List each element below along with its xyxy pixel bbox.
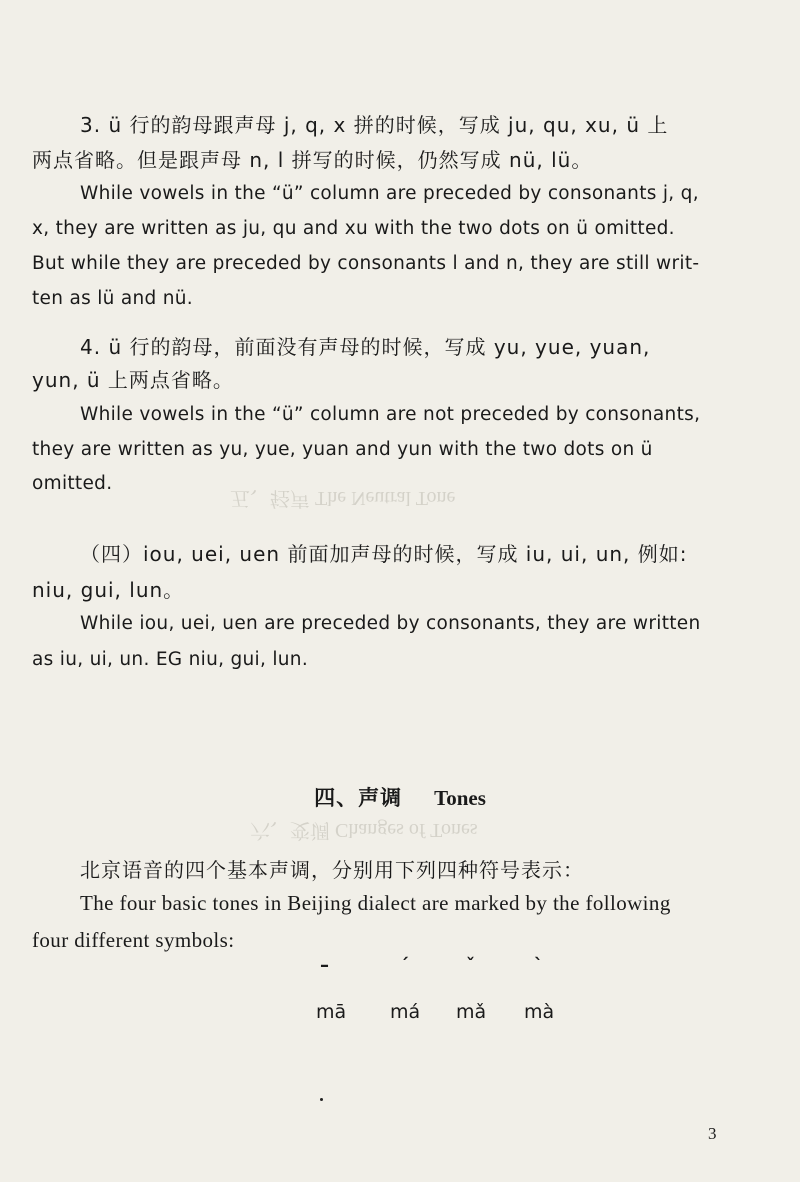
tones-en-line1: The four basic tones in Beijing dialect are marked by the following bbox=[80, 891, 671, 915]
section3-en-line4: ten as lü and nü. bbox=[32, 288, 193, 309]
section4-cn-line2: yun, ü 上两点省略。 bbox=[32, 368, 234, 392]
section3-cn-line1: 3. ü 行的韵母跟声母 j, q, x 拼的时候，写成 ju, qu, xu, ü 上 bbox=[80, 113, 669, 137]
tones-cn-line: 北京语音的四个基本声调，分别用下列四种符号表示： bbox=[80, 858, 584, 882]
tones-en-line2: four different symbols: bbox=[32, 928, 235, 952]
heading-cn: 四、声调 bbox=[314, 786, 403, 810]
bleed-through-text: 五、轻声 The Neutral Tone bbox=[230, 487, 456, 509]
heading-en: Tones bbox=[434, 786, 486, 810]
syllable-ma3: mǎ bbox=[456, 1001, 487, 1023]
section-si-cn-line1: （四）iou, uei, uen 前面加声母的时候，写成 iu, ui, un, 例如: bbox=[80, 542, 688, 566]
section3-en-line3: But while they are preceded by consonants l and n, they are still writ- bbox=[32, 253, 700, 274]
syllable-ma4: mà bbox=[524, 1001, 555, 1023]
page-number: 3 bbox=[708, 1124, 717, 1143]
section4-en-line3: omitted. bbox=[32, 473, 113, 494]
tone-mark-third: ˇ bbox=[466, 955, 475, 976]
section-heading-tones bbox=[0, 784, 800, 813]
tone-mark-second: ˊ bbox=[400, 955, 409, 976]
syllable-ma1: mā bbox=[316, 1001, 347, 1023]
section3-cn-line2: 两点省略。但是跟声母 n, l 拼写的时候，仍然写成 nü, lü。 bbox=[32, 148, 593, 172]
section-si-cn-line2: niu, gui, lun。 bbox=[32, 578, 185, 602]
section-si-en-line2: as iu, ui, un. EG niu, gui, lun. bbox=[32, 649, 309, 670]
tone-mark-fourth: ˋ bbox=[534, 955, 543, 976]
section4-en-line2: they are written as yu, yue, yuan and yun with the two dots on ü bbox=[32, 439, 653, 460]
section4-en-line1: While vowels in the “ü” column are not preceded by consonants, bbox=[80, 404, 701, 425]
tone-mark-first: – bbox=[320, 955, 329, 976]
bleed-through-text: 六、变调 Changes of Tones bbox=[250, 819, 478, 841]
section3-en-line1: While vowels in the “ü” column are preceded by consonants j, q, bbox=[80, 183, 699, 204]
section3-en-line2: x, they are written as ju, qu and xu with the two dots on ü omitted. bbox=[32, 218, 675, 239]
print-dot bbox=[320, 1098, 323, 1101]
section4-cn-line1: 4. ü 行的韵母，前面没有声母的时候，写成 yu, yue, yuan, bbox=[80, 335, 651, 359]
syllable-ma2: má bbox=[390, 1001, 421, 1023]
section-si-en-line1: While iou, uei, uen are preceded by consonants, they are written bbox=[80, 613, 701, 634]
